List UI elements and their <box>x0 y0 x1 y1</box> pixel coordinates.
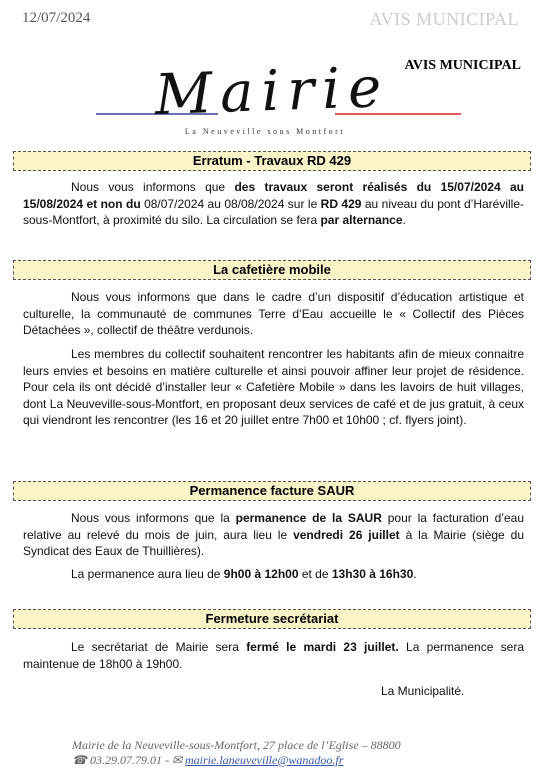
footer-separator: - <box>164 753 169 767</box>
body-text: Nous vous informons que la <box>71 511 236 525</box>
body-text: au niveau du pont d’Haréville-sous-Montfort, à proximité du silo. La circulation se fera <box>23 196 524 227</box>
body-text: Nous vous informons que <box>71 180 235 194</box>
footer-contact <box>72 753 401 768</box>
section-paragraph <box>23 566 524 583</box>
emphasis-text: 9h00 à 12h00 <box>223 567 299 581</box>
section-title: Permanence facture SAUR <box>13 481 531 501</box>
emphasis-text: vendredi 26 juillet <box>293 527 400 542</box>
body-text: Nous vous informons que dans le cadre d’un dispositif d’éducation artistique et culturelle, la communauté de communes Terre d’Eau accueille le « Collectif des Pièces Détachées », collectif de théâtre verdunois. <box>23 290 524 337</box>
section-paragraph <box>23 289 524 339</box>
emphasis-text: par alternance <box>320 213 403 227</box>
logo-text: Mairie <box>153 54 391 129</box>
body-text: et de <box>298 567 332 581</box>
mail-icon: ✉ <box>171 753 183 767</box>
emphasis-text: des travaux seront réalisés du 15/07/2024 au 15/08/2024 et non du <box>23 180 524 211</box>
footer-phone: 03.29.07.79.01 <box>89 753 162 767</box>
body-text: à la Mairie (siège du Syndicat des Eaux de Thuillières). <box>23 527 524 558</box>
section-title: La cafetière mobile <box>13 260 531 280</box>
body-text: La permanence aura lieu de <box>71 567 224 581</box>
phone-icon: ☎ <box>72 753 87 767</box>
body-text: Les membres du collectif souhaitent rencontrer les habitants afin de mieux connaitre leurs envies et besoins en matière culturelle et ainsi pouvoir affiner leur projet de résidence. Pour cela ils ont décidé d’installer leur « Cafetière Mobile » dans les lavoirs de huit villages, dont La Neuveville-sous-Montfort, en proposant deux services de café et de jus gratuit, à ceux qui viendront les rencontrer (les 16 et 20 juillet entre 7h00 et 10h00 ; cf. flyers joint). <box>23 347 524 427</box>
section-paragraph <box>23 639 524 672</box>
footer-address: Mairie de la Neuveville-sous-Montfort, 27 place de l’Eglise – 88800 <box>72 738 401 752</box>
page-title: AVIS MUNICIPAL <box>404 58 521 73</box>
signature: La Municipalité. <box>381 684 465 698</box>
body-text: Le secrétariat de Mairie sera <box>71 640 247 654</box>
emphasis-text: 13h30 à 16h30 <box>331 567 414 581</box>
header-faded-title: AVIS MUNICIPAL <box>369 9 519 29</box>
footer-email-link[interactable]: mairie.laneuveville@wanadoo.fr <box>185 753 344 767</box>
section-paragraph <box>23 179 524 229</box>
section-paragraph <box>23 346 524 429</box>
body-text: 08/07/2024 au 08/08/2024 sur le <box>140 196 321 211</box>
body-text: pour la facturation d’eau relative au relevé du mois de juin, aura lieu le <box>23 511 524 542</box>
body-text: . <box>413 567 417 581</box>
section-paragraph <box>23 510 524 560</box>
body-text: . <box>402 213 406 227</box>
body-text: La permanence sera maintenue de 18h00 à 19h00. <box>23 640 525 671</box>
emphasis-text: RD 429 <box>320 196 362 211</box>
footer <box>72 738 401 768</box>
emphasis-text: fermé le mardi 23 juillet. <box>246 640 399 654</box>
section-title: Erratum - Travaux RD 429 <box>13 151 531 171</box>
emphasis-text: permanence de la SAUR <box>235 511 382 525</box>
logo-subtitle: La Neuveville sous Montfort <box>184 127 346 136</box>
section-title: Fermeture secrétariat <box>13 609 531 629</box>
header-date: 12/07/2024 <box>22 10 91 26</box>
